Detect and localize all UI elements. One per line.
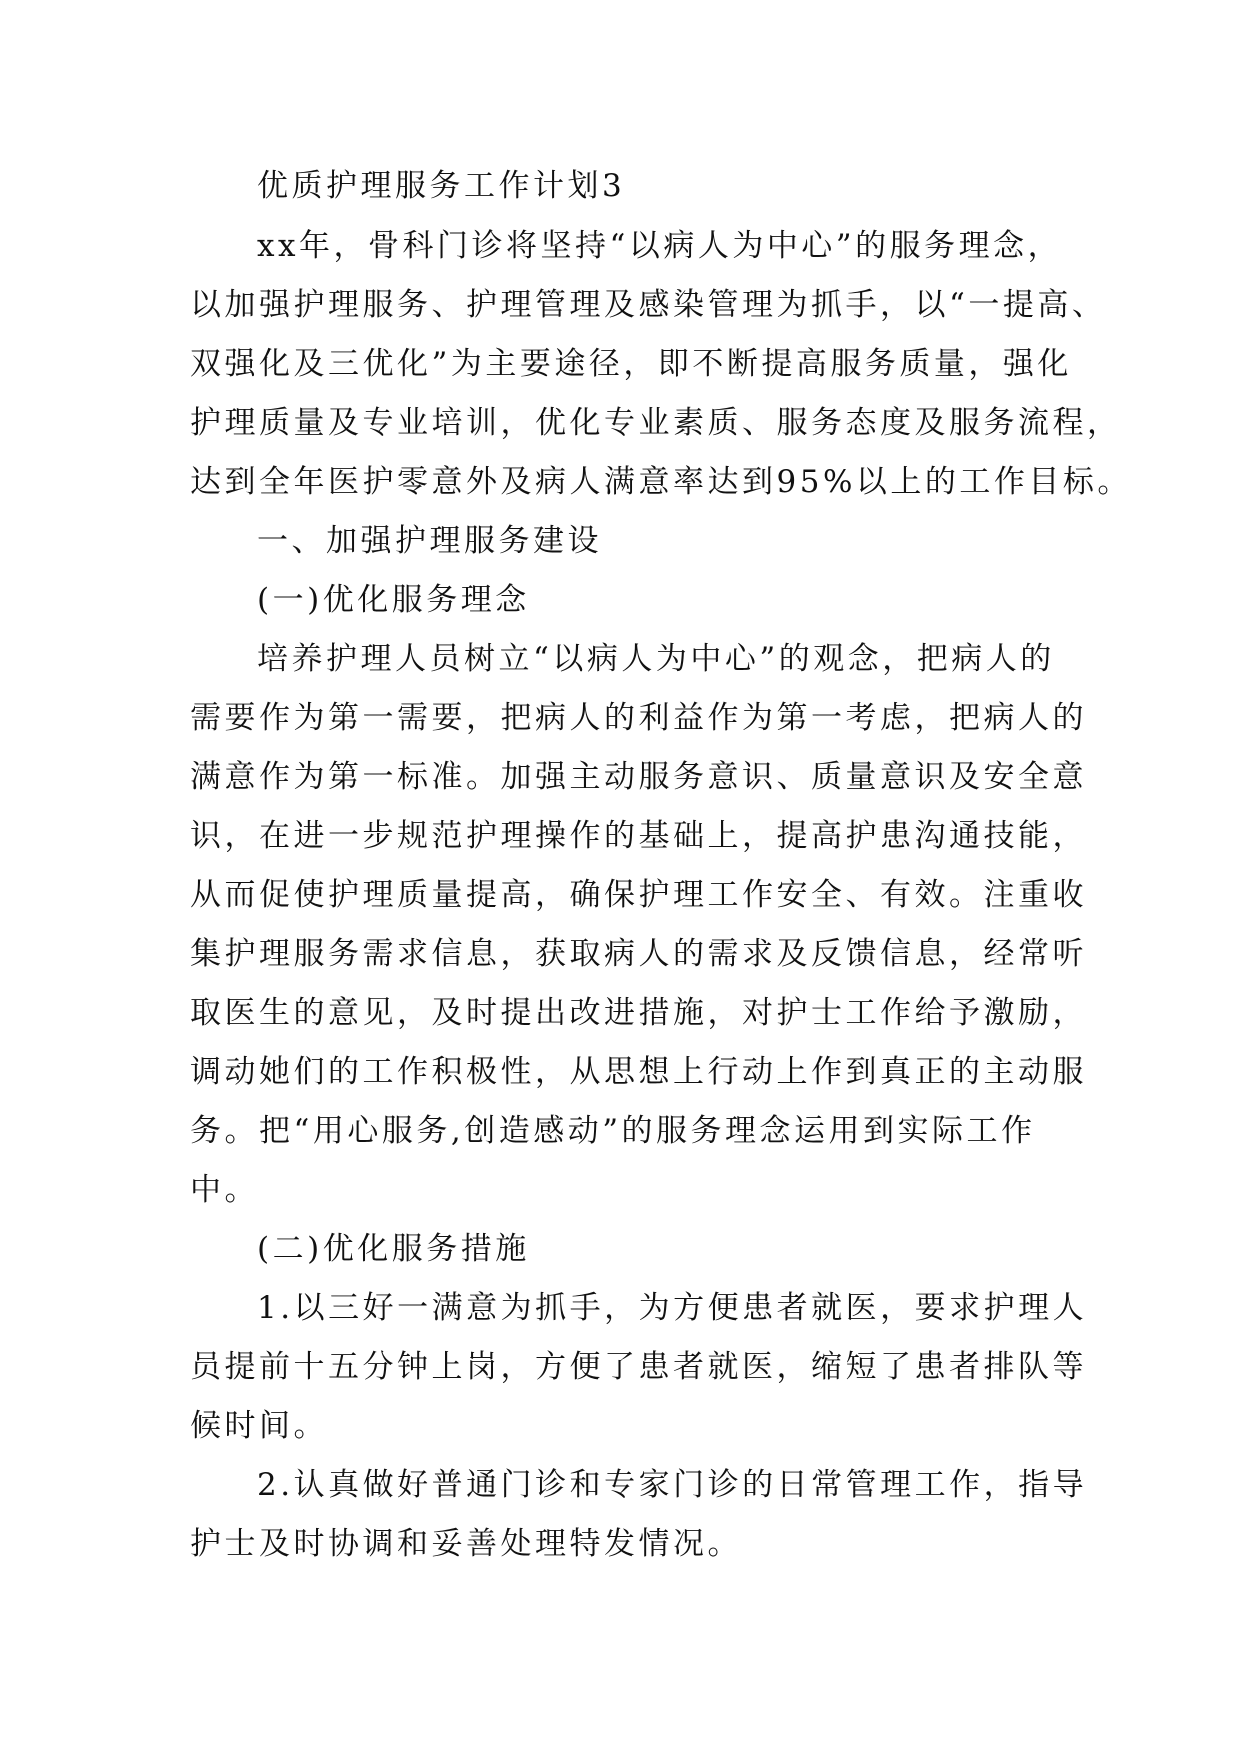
paragraph-line: 候时间。 bbox=[190, 1408, 328, 1444]
paragraph-line: 培养护理人员树立“以病人为中心”的观念，把病人的 bbox=[257, 641, 1055, 677]
paragraph-line: 护士及时协调和妥善处理特发情况。 bbox=[190, 1526, 742, 1562]
paragraph-line: 识，在进一步规范护理操作的基础上，提高护患沟通技能， bbox=[190, 818, 1087, 854]
subsection-heading: (一)优化服务理念 bbox=[257, 582, 530, 618]
list-item: 1.以三好一满意为抓手，为方便患者就医，要求护理人 bbox=[257, 1290, 1088, 1326]
list-item: 2.认真做好普通门诊和专家门诊的日常管理工作，指导 bbox=[257, 1467, 1088, 1503]
paragraph-line: 达到全年医护零意外及病人满意率达到95%以上的工作目标。 bbox=[190, 464, 1132, 500]
paragraph-line: xx年，骨科门诊将坚持“以病人为中心”的服务理念， bbox=[257, 228, 1063, 264]
paragraph-line: 调动她们的工作积极性，从思想上行动上作到真正的主动服 bbox=[190, 1054, 1087, 1090]
paragraph-line: 从而促使护理质量提高，确保护理工作安全、有效。注重收 bbox=[190, 877, 1087, 913]
document-title: 优质护理服务工作计划3 bbox=[257, 168, 626, 204]
paragraph-line: 集护理服务需求信息，获取病人的需求及反馈信息，经常听 bbox=[190, 936, 1087, 972]
paragraph-line: 需要作为第一需要，把病人的利益作为第一考虑，把病人的 bbox=[190, 700, 1087, 736]
paragraph-line: 员提前十五分钟上岗，方便了患者就医，缩短了患者排队等 bbox=[190, 1349, 1087, 1385]
paragraph-line: 双强化及三优化”为主要途径，即不断提高服务质量，强化 bbox=[190, 346, 1072, 382]
paragraph-line: 取医生的意见，及时提出改进措施，对护士工作给予激励， bbox=[190, 995, 1087, 1031]
paragraph-line: 以加强护理服务、护理管理及感染管理为抓手，以“一提高、 bbox=[190, 287, 1107, 323]
subsection-heading: (二)优化服务措施 bbox=[257, 1231, 530, 1267]
paragraph-line: 护理质量及专业培训，优化专业素质、服务态度及服务流程， bbox=[190, 405, 1122, 441]
section-heading: 一、加强护理服务建设 bbox=[257, 523, 602, 559]
paragraph-line: 务。把“用心服务,创造感动”的服务理念运用到实际工作 bbox=[190, 1113, 1036, 1149]
paragraph-line: 满意作为第一标准。加强主动服务意识、质量意识及安全意 bbox=[190, 759, 1087, 795]
paragraph-line: 中。 bbox=[190, 1172, 259, 1208]
